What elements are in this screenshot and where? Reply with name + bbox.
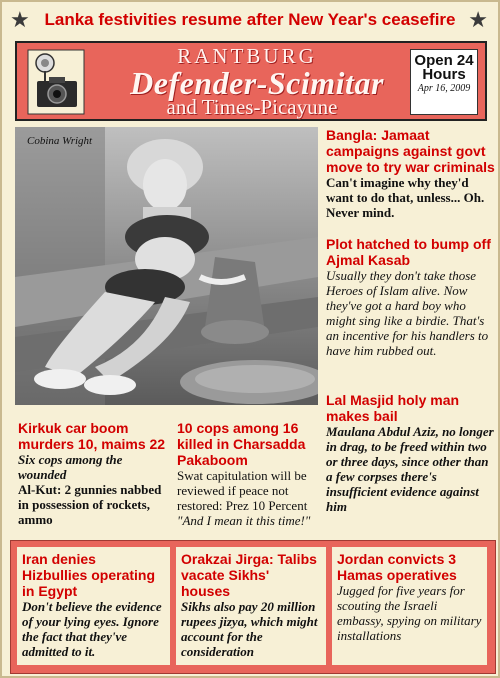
issue-date: Apr 16, 2009 — [417, 83, 471, 94]
camera-icon — [27, 49, 85, 115]
story-kasab — [326, 236, 496, 358]
masthead — [15, 41, 487, 121]
photo-caption: Cobina Wright — [27, 135, 93, 147]
body-charsadda: Swat capitulation will be reviewed if peace not restored: Prez 10 Percent — [177, 468, 308, 513]
body-jordan: Jugged for five years for scouting the Israeli embassy, spying on military installations — [337, 583, 482, 643]
headline-charsadda[interactable]: 10 cops among 16 killed in Charsadda Pakaboom — [177, 420, 306, 468]
body-lal-masjid: Maulana Abdul Aziz, no longer in drag, to be freed within two or three days, since other than a few corpses there's insufficient evidence against him — [326, 424, 494, 514]
hours-box — [410, 49, 478, 115]
masthead-rantburg: RANTBURG — [177, 44, 317, 68]
story-orakzai — [176, 547, 326, 665]
masthead-subtitle: and Times-Picayune — [166, 95, 338, 119]
headline-lal-masjid[interactable]: Lal Masjid holy man makes bail — [326, 392, 460, 424]
body-bangla: Can't imagine why they'd want to do that, unless... Oh. Never mind. — [326, 175, 485, 220]
star-left-icon: ★ — [10, 8, 30, 33]
body-iran: Don't believe the evidence of your lying eyes. Ignore the fact that they've admitted to it. — [22, 599, 162, 659]
story-lal-masjid — [326, 392, 496, 514]
headline-orakzai[interactable]: Orakzai Jirga: Talibs vacate Sikhs' houses — [181, 551, 317, 599]
headline-kirkuk[interactable]: Kirkuk car boom murders 10, maims 22 — [18, 420, 166, 452]
story-jordan — [332, 547, 487, 665]
subhead-kirkuk: Six cops among the wounded — [18, 452, 123, 482]
hours-label: Open 24 Hours — [414, 52, 474, 83]
body-kasab: Usually they don't take those Heroes of Islam alive. Now they've got a hard boy who might sing like a birdie. That's an incentive for his handlers to have him rubbed out. — [326, 268, 489, 358]
headline-jordan[interactable]: Jordan convicts 3 Hamas operatives — [337, 551, 457, 583]
pinup-photo — [15, 127, 318, 405]
masthead-title: Defender-Scimitar — [130, 65, 384, 101]
top-headline[interactable]: Lanka festivities resume after New Year's ceasefire — [44, 10, 456, 29]
body-orakzai: Sikhs also pay 20 million rupees jizya, which might account for the consideration — [181, 599, 318, 659]
headline-bangla[interactable]: Bangla: Jamaat campaigns against govt move to try war criminals — [326, 127, 495, 175]
story-bangla — [326, 127, 496, 220]
headline-iran[interactable]: Iran denies Hizbullies operating in Egypt — [22, 551, 156, 599]
quote-charsadda: "And I mean it this time!" — [177, 513, 311, 528]
photo-image — [15, 127, 318, 405]
star-right-icon: ★ — [468, 8, 488, 33]
story-kirkuk — [18, 420, 168, 527]
bottom-band — [10, 540, 496, 674]
body-kirkuk: Al-Kut: 2 gunnies nabbed in possession of rockets, ammo — [18, 482, 162, 527]
story-charsadda — [177, 420, 322, 528]
headline-kasab[interactable]: Plot hatched to bump off Ajmal Kasab — [326, 236, 491, 268]
story-iran — [17, 547, 170, 665]
